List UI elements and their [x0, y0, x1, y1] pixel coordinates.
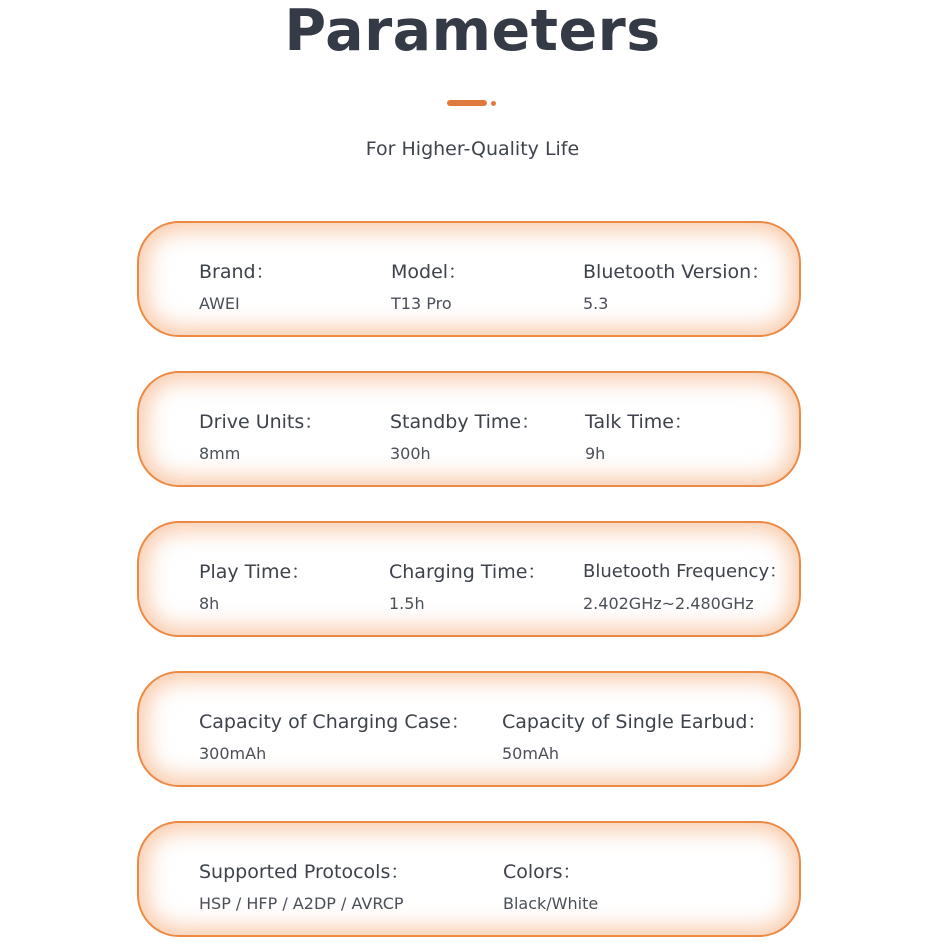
param-card-2 [137, 371, 801, 487]
title-divider [447, 100, 497, 106]
param-card-5 [137, 821, 801, 937]
param-value: 1.5h [389, 594, 425, 613]
param-value: Black/White [503, 894, 599, 913]
param-label: Play Time： [199, 561, 311, 583]
param-value: T13 Pro [391, 294, 452, 313]
param-label: Colors： [503, 861, 582, 883]
param-label: Capacity of Single Earbud： [502, 711, 767, 733]
divider-bar [447, 100, 487, 106]
param-card-1 [137, 221, 801, 337]
param-value: 5.3 [583, 294, 609, 313]
param-label: Bluetooth Frequency： [583, 561, 788, 582]
param-label: Talk Time： [585, 411, 693, 433]
param-card-4 [137, 671, 801, 787]
param-label: Supported Protocols： [199, 861, 410, 883]
param-value: 8h [199, 594, 220, 613]
param-value: HSP / HFP / A2DP / AVRCP [199, 894, 404, 913]
page-title: Parameters [284, 0, 661, 64]
param-label: Drive Units： [199, 411, 324, 433]
param-label: Standby Time： [390, 411, 541, 433]
param-label: Bluetooth Version： [583, 261, 771, 283]
param-value: 9h [585, 444, 606, 463]
param-value: 50mAh [502, 744, 560, 763]
param-label: Charging Time： [389, 561, 547, 583]
divider-dot [491, 101, 496, 106]
param-card-3 [137, 521, 801, 637]
param-label: Brand： [199, 261, 275, 283]
param-value: 2.402GHz~2.480GHz [583, 594, 754, 613]
param-value: 8mm [199, 444, 241, 463]
param-value: 300h [390, 444, 431, 463]
param-value: 300mAh [199, 744, 267, 763]
param-value: AWEI [199, 294, 240, 313]
page-subtitle: For Higher-Quality Life [365, 138, 580, 160]
param-label: Capacity of Charging Case： [199, 711, 470, 733]
param-label: Model： [391, 261, 468, 283]
